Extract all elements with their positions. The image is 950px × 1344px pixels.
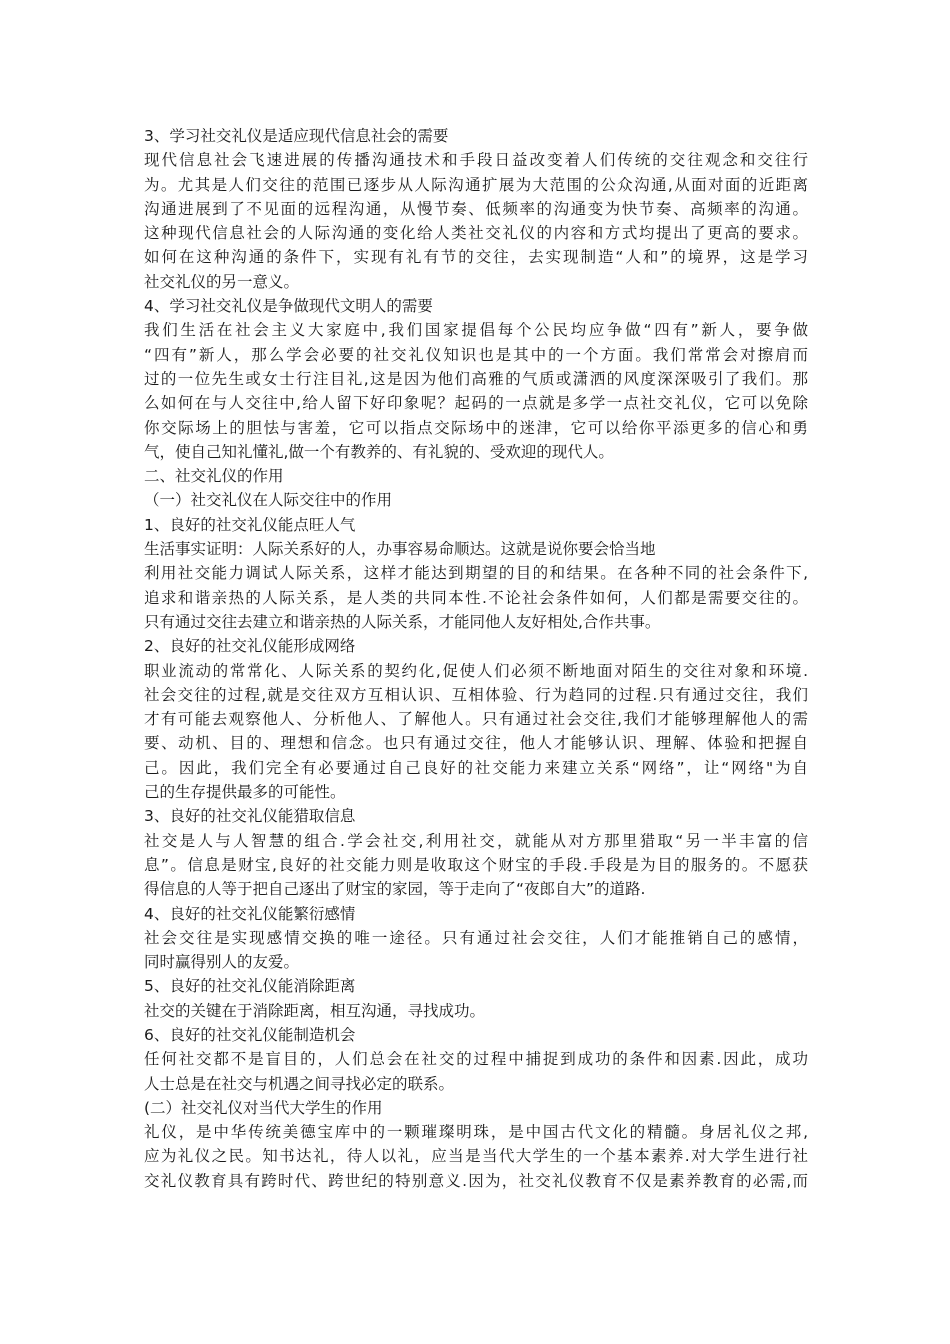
text-line: 沟通进展到了不见面的远程沟通，从慢节奏、低频率的沟通变为快节奏、高频率的沟通。 [144,199,808,218]
text-line: (二）社交礼仪对当代大学生的作用 [144,1098,383,1117]
text-line: 过的一位先生或女士行注目礼,这是因为他们高雅的气质或潇洒的风度深深吸引了我们。那 [144,369,808,388]
text-line: 社交礼仪的另一意义。 [144,272,300,291]
text-line: 4、良好的社交礼仪能繁衍感情 [144,904,356,923]
text-line: 3、良好的社交礼仪能猎取信息 [144,807,356,826]
text-line: 二、社交礼仪的作用 [144,467,284,486]
text-line: 5、良好的社交礼仪能消除距离 [144,977,356,996]
text-line: 为。尤其是人们交往的范围已逐步从人际沟通扩展为大范围的公众沟通,从面对面的近距离 [144,175,808,194]
text-line: 社会交往的过程,就是交往双方互相认识、互相体验、行为趋同的过程.只有通过交往，我们 [144,685,808,704]
text-line: 社会交往是实现感情交换的唯一途径。只有通过社会交往，人们才能推销自己的感情， [144,928,808,947]
text-line: 要、动机、目的、理想和信念。也只有通过交往，他人才能够认识、理解、体验和把握自 [144,734,808,753]
text-line: 社交是人与人智慧的组合.学会社交,利用社交，就能从对方那里猎取“另一半丰富的信 [144,831,808,850]
text-line: 6、良好的社交礼仪能制造机会 [144,1025,356,1044]
text-line: 这种现代信息社会的人际沟通的变化给人类社交礼仪的内容和方式均提出了更高的要求。 [144,224,808,243]
text-line: 追求和谐亲热的人际关系，是人类的共同本性.不论社会条件如何，人们都是需要交往的。 [144,588,808,607]
text-line: 你交际场上的胆怯与害羞，它可以指点交际场中的迷津，它可以给你平添更多的信心和勇 [144,418,808,437]
text-line: 人士总是在社交与机遇之间寻找必定的联系。 [144,1074,455,1093]
text-line: 己的生存提供最多的可能性。 [144,783,346,802]
text-line: 应为礼仪之民。知书达礼，待人以礼，应当是当代大学生的一个基本素养.对大学生进行社 [144,1147,808,1166]
text-line: 只有通过交往去建立和谐亲热的人际关系，才能同他人友好相处,合作共事。 [144,612,661,631]
text-line: 职业流动的常常化、人际关系的契约化,促使人们必须不断地面对陌生的交往对象和环境. [144,661,808,680]
text-line: 我们生活在社会主义大家庭中,我们国家提倡每个公民均应争做“四有”新人，要争做 [144,321,808,340]
text-line: 社交的关键在于消除距离，相互沟通，寻找成功。 [144,1001,486,1020]
text-line: 礼仪，是中华传统美德宝库中的一颗璀璨明珠，是中国古代文化的精髓。身居礼仪之邦, [144,1123,808,1142]
text-line: 么如何在与人交往中,给人留下好印象呢？起码的一点就是多学一点社交礼仪，它可以免除 [144,394,808,413]
text-line: 任何社交都不是盲目的，人们总会在社交的过程中捕捉到成功的条件和因素.因此，成功 [144,1050,808,1069]
text-line: “四有”新人，那么学会必要的社交礼仪知识也是其中的一个方面。我们常常会对擦肩而 [144,345,808,364]
text-line: 生活事实证明：人际关系好的人，办事容易命顺达。这就是说你要会恰当地 [144,540,656,559]
text-line: 如何在这种沟通的条件下，实现有礼有节的交往，去实现制造“人和”的境界，这是学习 [144,248,808,267]
text-line: 2、良好的社交礼仪能形成网络 [144,637,356,656]
text-line: 得信息的人等于把自己逐出了财宝的家园，等于走向了“夜郎自大”的道路. [144,880,646,899]
text-line: 1、良好的社交礼仪能点旺人气 [144,515,356,534]
document-body [144,124,808,1193]
text-line: 才有可能去观察他人、分析他人、了解他人。只有通过社会交往,我们才能够理解他人的需 [144,710,808,729]
text-line: 4、学习社交礼仪是争做现代文明人的需要 [144,297,433,316]
text-line: 利用社交能力调试人际关系，这样才能达到期望的目的和结果。在各种不同的社会条件下, [144,564,808,583]
text-line: 息”。信息是财宝,良好的社交能力则是收取这个财宝的手段.手段是为目的服务的。不愿获 [144,855,808,874]
text-line: 3、学习社交礼仪是适应现代信息社会的需要 [144,127,449,145]
text-line: 己。因此，我们完全有必要通过自己良好的社交能力来建立关系“网络”，让“网络"为自 [144,758,808,777]
text-line: （一）社交礼仪在人际交往中的作用 [144,491,393,510]
text-line: 交礼仪教育具有跨时代、跨世纪的特别意义.因为，社交礼仪教育不仅是素养教育的必需,而 [144,1171,808,1190]
text-line: 同时赢得别人的友爱。 [144,953,300,972]
text-line: 气，使自己知礼懂礼,做一个有教养的、有礼貌的、受欢迎的现代人。 [144,442,614,461]
text-line: 现代信息社会飞速进展的传播沟通技术和手段日益改变着人们传统的交往观念和交往行 [144,151,808,170]
